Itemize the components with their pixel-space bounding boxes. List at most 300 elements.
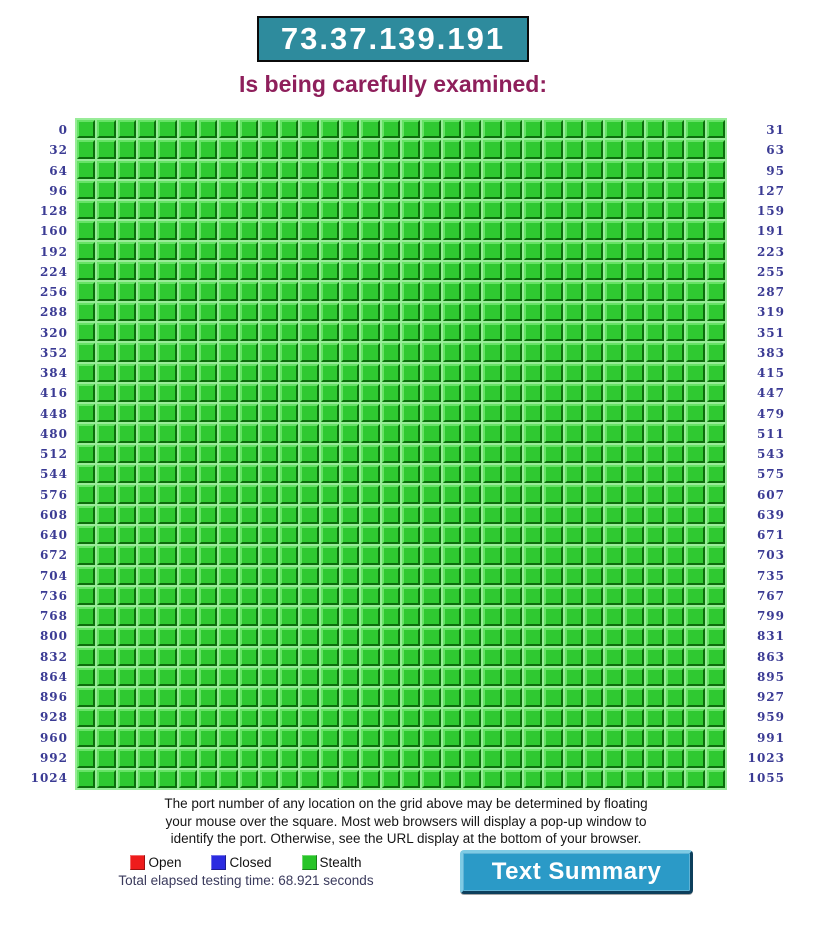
port-cell[interactable] bbox=[422, 749, 440, 767]
port-cell[interactable] bbox=[686, 567, 704, 585]
port-cell[interactable] bbox=[565, 404, 583, 422]
port-cell[interactable] bbox=[341, 709, 359, 727]
port-cell[interactable] bbox=[260, 343, 278, 361]
port-cell[interactable] bbox=[138, 323, 156, 341]
port-cell[interactable] bbox=[382, 526, 400, 544]
port-cell[interactable] bbox=[158, 161, 176, 179]
port-cell[interactable] bbox=[199, 343, 217, 361]
port-cell[interactable] bbox=[321, 729, 339, 747]
port-cell[interactable] bbox=[219, 506, 237, 524]
port-cell[interactable] bbox=[483, 181, 501, 199]
port-cell[interactable] bbox=[138, 465, 156, 483]
port-cell[interactable] bbox=[504, 506, 522, 524]
port-cell[interactable] bbox=[361, 506, 379, 524]
port-cell[interactable] bbox=[77, 424, 95, 442]
port-cell[interactable] bbox=[280, 668, 298, 686]
port-cell[interactable] bbox=[158, 221, 176, 239]
port-cell[interactable] bbox=[483, 546, 501, 564]
port-cell[interactable] bbox=[646, 242, 664, 260]
port-cell[interactable] bbox=[524, 323, 542, 341]
port-cell[interactable] bbox=[97, 323, 115, 341]
port-cell[interactable] bbox=[240, 181, 258, 199]
port-cell[interactable] bbox=[544, 567, 562, 585]
port-cell[interactable] bbox=[463, 221, 481, 239]
port-cell[interactable] bbox=[77, 729, 95, 747]
port-cell[interactable] bbox=[443, 221, 461, 239]
port-cell[interactable] bbox=[483, 303, 501, 321]
port-cell[interactable] bbox=[707, 465, 725, 483]
port-cell[interactable] bbox=[361, 688, 379, 706]
port-cell[interactable] bbox=[300, 384, 318, 402]
port-cell[interactable] bbox=[504, 181, 522, 199]
port-cell[interactable] bbox=[504, 567, 522, 585]
port-cell[interactable] bbox=[524, 709, 542, 727]
port-cell[interactable] bbox=[422, 587, 440, 605]
port-cell[interactable] bbox=[463, 323, 481, 341]
port-cell[interactable] bbox=[504, 770, 522, 788]
port-cell[interactable] bbox=[707, 181, 725, 199]
port-cell[interactable] bbox=[443, 201, 461, 219]
port-cell[interactable] bbox=[524, 140, 542, 158]
port-cell[interactable] bbox=[240, 140, 258, 158]
port-cell[interactable] bbox=[158, 282, 176, 300]
port-cell[interactable] bbox=[402, 546, 420, 564]
port-cell[interactable] bbox=[158, 770, 176, 788]
port-cell[interactable] bbox=[483, 648, 501, 666]
port-cell[interactable] bbox=[565, 364, 583, 382]
port-cell[interactable] bbox=[361, 465, 379, 483]
port-cell[interactable] bbox=[240, 729, 258, 747]
port-cell[interactable] bbox=[260, 628, 278, 646]
port-cell[interactable] bbox=[443, 546, 461, 564]
port-cell[interactable] bbox=[118, 567, 136, 585]
port-cell[interactable] bbox=[179, 567, 197, 585]
port-cell[interactable] bbox=[179, 364, 197, 382]
port-cell[interactable] bbox=[199, 688, 217, 706]
port-cell[interactable] bbox=[179, 628, 197, 646]
port-cell[interactable] bbox=[483, 201, 501, 219]
port-cell[interactable] bbox=[463, 729, 481, 747]
port-cell[interactable] bbox=[97, 485, 115, 503]
port-cell[interactable] bbox=[138, 546, 156, 564]
port-cell[interactable] bbox=[666, 546, 684, 564]
port-cell[interactable] bbox=[260, 465, 278, 483]
port-cell[interactable] bbox=[544, 384, 562, 402]
port-cell[interactable] bbox=[321, 506, 339, 524]
port-cell[interactable] bbox=[118, 445, 136, 463]
port-cell[interactable] bbox=[707, 628, 725, 646]
port-cell[interactable] bbox=[199, 749, 217, 767]
port-cell[interactable] bbox=[646, 628, 664, 646]
port-cell[interactable] bbox=[158, 201, 176, 219]
port-cell[interactable] bbox=[646, 181, 664, 199]
port-cell[interactable] bbox=[219, 303, 237, 321]
port-cell[interactable] bbox=[219, 465, 237, 483]
port-cell[interactable] bbox=[605, 587, 623, 605]
port-cell[interactable] bbox=[402, 567, 420, 585]
port-cell[interactable] bbox=[158, 384, 176, 402]
port-cell[interactable] bbox=[300, 364, 318, 382]
port-cell[interactable] bbox=[97, 546, 115, 564]
port-cell[interactable] bbox=[97, 729, 115, 747]
port-cell[interactable] bbox=[524, 587, 542, 605]
port-cell[interactable] bbox=[605, 404, 623, 422]
port-cell[interactable] bbox=[118, 749, 136, 767]
port-cell[interactable] bbox=[179, 201, 197, 219]
port-cell[interactable] bbox=[280, 424, 298, 442]
port-cell[interactable] bbox=[179, 668, 197, 686]
port-cell[interactable] bbox=[402, 465, 420, 483]
port-cell[interactable] bbox=[118, 282, 136, 300]
text-summary-button[interactable]: Text Summary bbox=[460, 850, 693, 894]
port-cell[interactable] bbox=[686, 628, 704, 646]
port-cell[interactable] bbox=[382, 506, 400, 524]
port-cell[interactable] bbox=[138, 709, 156, 727]
port-cell[interactable] bbox=[402, 526, 420, 544]
port-cell[interactable] bbox=[666, 364, 684, 382]
port-cell[interactable] bbox=[463, 242, 481, 260]
port-cell[interactable] bbox=[240, 587, 258, 605]
port-cell[interactable] bbox=[585, 303, 603, 321]
port-cell[interactable] bbox=[382, 282, 400, 300]
port-cell[interactable] bbox=[463, 161, 481, 179]
port-cell[interactable] bbox=[686, 770, 704, 788]
port-cell[interactable] bbox=[280, 262, 298, 280]
port-cell[interactable] bbox=[646, 546, 664, 564]
port-cell[interactable] bbox=[158, 668, 176, 686]
port-cell[interactable] bbox=[707, 506, 725, 524]
port-cell[interactable] bbox=[565, 465, 583, 483]
port-cell[interactable] bbox=[463, 749, 481, 767]
port-cell[interactable] bbox=[605, 770, 623, 788]
port-cell[interactable] bbox=[77, 770, 95, 788]
port-cell[interactable] bbox=[341, 749, 359, 767]
port-cell[interactable] bbox=[565, 323, 583, 341]
port-cell[interactable] bbox=[179, 445, 197, 463]
port-cell[interactable] bbox=[280, 120, 298, 138]
port-cell[interactable] bbox=[77, 709, 95, 727]
port-cell[interactable] bbox=[280, 546, 298, 564]
port-cell[interactable] bbox=[260, 770, 278, 788]
port-cell[interactable] bbox=[382, 262, 400, 280]
port-cell[interactable] bbox=[219, 384, 237, 402]
port-cell[interactable] bbox=[544, 546, 562, 564]
port-cell[interactable] bbox=[686, 303, 704, 321]
port-cell[interactable] bbox=[585, 526, 603, 544]
port-cell[interactable] bbox=[199, 242, 217, 260]
port-cell[interactable] bbox=[402, 506, 420, 524]
port-cell[interactable] bbox=[300, 526, 318, 544]
port-cell[interactable] bbox=[138, 587, 156, 605]
port-cell[interactable] bbox=[646, 384, 664, 402]
port-cell[interactable] bbox=[260, 303, 278, 321]
port-cell[interactable] bbox=[77, 181, 95, 199]
port-cell[interactable] bbox=[646, 526, 664, 544]
port-cell[interactable] bbox=[463, 140, 481, 158]
port-cell[interactable] bbox=[240, 607, 258, 625]
port-cell[interactable] bbox=[524, 282, 542, 300]
port-cell[interactable] bbox=[504, 201, 522, 219]
port-cell[interactable] bbox=[382, 465, 400, 483]
port-cell[interactable] bbox=[544, 343, 562, 361]
port-cell[interactable] bbox=[158, 364, 176, 382]
port-cell[interactable] bbox=[199, 303, 217, 321]
port-cell[interactable] bbox=[118, 546, 136, 564]
port-cell[interactable] bbox=[646, 709, 664, 727]
port-cell[interactable] bbox=[443, 770, 461, 788]
port-cell[interactable] bbox=[138, 221, 156, 239]
port-cell[interactable] bbox=[483, 688, 501, 706]
port-cell[interactable] bbox=[341, 668, 359, 686]
port-cell[interactable] bbox=[625, 587, 643, 605]
port-cell[interactable] bbox=[77, 688, 95, 706]
port-cell[interactable] bbox=[646, 770, 664, 788]
port-cell[interactable] bbox=[666, 161, 684, 179]
port-cell[interactable] bbox=[707, 343, 725, 361]
port-cell[interactable] bbox=[565, 120, 583, 138]
port-cell[interactable] bbox=[77, 506, 95, 524]
port-cell[interactable] bbox=[707, 526, 725, 544]
port-cell[interactable] bbox=[77, 546, 95, 564]
port-cell[interactable] bbox=[382, 303, 400, 321]
port-cell[interactable] bbox=[585, 587, 603, 605]
port-cell[interactable] bbox=[382, 729, 400, 747]
port-cell[interactable] bbox=[422, 668, 440, 686]
port-cell[interactable] bbox=[199, 465, 217, 483]
port-cell[interactable] bbox=[463, 485, 481, 503]
port-cell[interactable] bbox=[524, 770, 542, 788]
port-cell[interactable] bbox=[382, 567, 400, 585]
port-cell[interactable] bbox=[97, 749, 115, 767]
port-cell[interactable] bbox=[585, 140, 603, 158]
port-cell[interactable] bbox=[260, 262, 278, 280]
port-cell[interactable] bbox=[300, 567, 318, 585]
port-cell[interactable] bbox=[463, 709, 481, 727]
port-cell[interactable] bbox=[341, 364, 359, 382]
port-cell[interactable] bbox=[382, 242, 400, 260]
port-cell[interactable] bbox=[463, 424, 481, 442]
port-cell[interactable] bbox=[260, 120, 278, 138]
port-cell[interactable] bbox=[260, 729, 278, 747]
port-cell[interactable] bbox=[422, 688, 440, 706]
port-cell[interactable] bbox=[402, 770, 420, 788]
port-cell[interactable] bbox=[422, 161, 440, 179]
port-cell[interactable] bbox=[585, 648, 603, 666]
port-cell[interactable] bbox=[483, 628, 501, 646]
port-cell[interactable] bbox=[666, 404, 684, 422]
port-cell[interactable] bbox=[361, 587, 379, 605]
port-cell[interactable] bbox=[199, 506, 217, 524]
port-cell[interactable] bbox=[463, 262, 481, 280]
port-cell[interactable] bbox=[300, 485, 318, 503]
port-cell[interactable] bbox=[300, 709, 318, 727]
port-cell[interactable] bbox=[483, 343, 501, 361]
port-cell[interactable] bbox=[463, 628, 481, 646]
port-cell[interactable] bbox=[402, 404, 420, 422]
port-cell[interactable] bbox=[483, 262, 501, 280]
port-cell[interactable] bbox=[77, 445, 95, 463]
port-cell[interactable] bbox=[504, 688, 522, 706]
port-cell[interactable] bbox=[158, 506, 176, 524]
port-cell[interactable] bbox=[158, 628, 176, 646]
port-cell[interactable] bbox=[179, 120, 197, 138]
port-cell[interactable] bbox=[361, 282, 379, 300]
port-cell[interactable] bbox=[118, 201, 136, 219]
port-cell[interactable] bbox=[240, 343, 258, 361]
port-cell[interactable] bbox=[179, 648, 197, 666]
port-cell[interactable] bbox=[138, 628, 156, 646]
port-cell[interactable] bbox=[422, 729, 440, 747]
port-cell[interactable] bbox=[97, 567, 115, 585]
port-cell[interactable] bbox=[625, 140, 643, 158]
port-cell[interactable] bbox=[118, 364, 136, 382]
port-cell[interactable] bbox=[544, 485, 562, 503]
port-cell[interactable] bbox=[707, 323, 725, 341]
port-cell[interactable] bbox=[77, 262, 95, 280]
port-cell[interactable] bbox=[646, 465, 664, 483]
port-cell[interactable] bbox=[382, 546, 400, 564]
port-cell[interactable] bbox=[77, 567, 95, 585]
port-cell[interactable] bbox=[585, 323, 603, 341]
port-cell[interactable] bbox=[321, 587, 339, 605]
port-cell[interactable] bbox=[260, 201, 278, 219]
port-cell[interactable] bbox=[707, 587, 725, 605]
port-cell[interactable] bbox=[138, 424, 156, 442]
port-cell[interactable] bbox=[463, 688, 481, 706]
port-cell[interactable] bbox=[179, 607, 197, 625]
port-cell[interactable] bbox=[361, 567, 379, 585]
port-cell[interactable] bbox=[443, 140, 461, 158]
port-cell[interactable] bbox=[77, 628, 95, 646]
port-cell[interactable] bbox=[443, 343, 461, 361]
port-cell[interactable] bbox=[524, 749, 542, 767]
port-cell[interactable] bbox=[341, 140, 359, 158]
port-cell[interactable] bbox=[260, 607, 278, 625]
port-cell[interactable] bbox=[382, 424, 400, 442]
port-cell[interactable] bbox=[77, 749, 95, 767]
port-cell[interactable] bbox=[686, 364, 704, 382]
port-cell[interactable] bbox=[77, 140, 95, 158]
port-cell[interactable] bbox=[707, 546, 725, 564]
port-cell[interactable] bbox=[585, 688, 603, 706]
port-cell[interactable] bbox=[300, 140, 318, 158]
port-cell[interactable] bbox=[625, 262, 643, 280]
port-cell[interactable] bbox=[260, 323, 278, 341]
port-cell[interactable] bbox=[341, 201, 359, 219]
port-cell[interactable] bbox=[382, 201, 400, 219]
port-cell[interactable] bbox=[646, 506, 664, 524]
port-cell[interactable] bbox=[219, 546, 237, 564]
port-cell[interactable] bbox=[260, 242, 278, 260]
port-cell[interactable] bbox=[443, 526, 461, 544]
port-cell[interactable] bbox=[240, 648, 258, 666]
port-cell[interactable] bbox=[402, 242, 420, 260]
port-cell[interactable] bbox=[402, 364, 420, 382]
port-cell[interactable] bbox=[585, 120, 603, 138]
port-cell[interactable] bbox=[321, 303, 339, 321]
port-cell[interactable] bbox=[686, 465, 704, 483]
port-cell[interactable] bbox=[260, 485, 278, 503]
port-cell[interactable] bbox=[300, 343, 318, 361]
port-cell[interactable] bbox=[625, 729, 643, 747]
port-cell[interactable] bbox=[707, 384, 725, 402]
port-cell[interactable] bbox=[585, 384, 603, 402]
port-cell[interactable] bbox=[361, 303, 379, 321]
port-cell[interactable] bbox=[686, 546, 704, 564]
port-cell[interactable] bbox=[280, 221, 298, 239]
port-cell[interactable] bbox=[585, 445, 603, 463]
port-cell[interactable] bbox=[565, 221, 583, 239]
port-cell[interactable] bbox=[463, 668, 481, 686]
port-cell[interactable] bbox=[118, 506, 136, 524]
port-cell[interactable] bbox=[138, 343, 156, 361]
port-cell[interactable] bbox=[422, 485, 440, 503]
port-cell[interactable] bbox=[686, 201, 704, 219]
port-cell[interactable] bbox=[504, 242, 522, 260]
port-cell[interactable] bbox=[625, 628, 643, 646]
port-cell[interactable] bbox=[443, 323, 461, 341]
port-cell[interactable] bbox=[707, 221, 725, 239]
port-cell[interactable] bbox=[565, 587, 583, 605]
port-cell[interactable] bbox=[361, 343, 379, 361]
port-cell[interactable] bbox=[199, 140, 217, 158]
port-cell[interactable] bbox=[240, 526, 258, 544]
port-cell[interactable] bbox=[219, 648, 237, 666]
port-cell[interactable] bbox=[483, 729, 501, 747]
port-cell[interactable] bbox=[463, 282, 481, 300]
port-cell[interactable] bbox=[77, 668, 95, 686]
port-cell[interactable] bbox=[646, 567, 664, 585]
port-cell[interactable] bbox=[138, 770, 156, 788]
port-cell[interactable] bbox=[240, 323, 258, 341]
port-cell[interactable] bbox=[219, 567, 237, 585]
port-cell[interactable] bbox=[361, 181, 379, 199]
port-cell[interactable] bbox=[240, 404, 258, 422]
port-cell[interactable] bbox=[240, 161, 258, 179]
port-cell[interactable] bbox=[686, 404, 704, 422]
port-cell[interactable] bbox=[402, 607, 420, 625]
port-cell[interactable] bbox=[300, 546, 318, 564]
port-cell[interactable] bbox=[666, 445, 684, 463]
port-cell[interactable] bbox=[179, 770, 197, 788]
port-cell[interactable] bbox=[219, 364, 237, 382]
port-cell[interactable] bbox=[544, 424, 562, 442]
port-cell[interactable] bbox=[666, 282, 684, 300]
port-cell[interactable] bbox=[260, 648, 278, 666]
port-cell[interactable] bbox=[300, 445, 318, 463]
port-cell[interactable] bbox=[646, 282, 664, 300]
port-cell[interactable] bbox=[300, 404, 318, 422]
port-cell[interactable] bbox=[504, 526, 522, 544]
port-cell[interactable] bbox=[97, 364, 115, 382]
port-cell[interactable] bbox=[504, 485, 522, 503]
port-cell[interactable] bbox=[585, 506, 603, 524]
port-cell[interactable] bbox=[199, 282, 217, 300]
port-cell[interactable] bbox=[605, 526, 623, 544]
port-cell[interactable] bbox=[483, 445, 501, 463]
port-cell[interactable] bbox=[402, 140, 420, 158]
port-cell[interactable] bbox=[361, 749, 379, 767]
port-cell[interactable] bbox=[260, 546, 278, 564]
port-cell[interactable] bbox=[138, 567, 156, 585]
port-cell[interactable] bbox=[605, 343, 623, 361]
port-cell[interactable] bbox=[422, 648, 440, 666]
port-cell[interactable] bbox=[666, 384, 684, 402]
port-cell[interactable] bbox=[443, 242, 461, 260]
port-cell[interactable] bbox=[219, 201, 237, 219]
port-cell[interactable] bbox=[422, 364, 440, 382]
port-cell[interactable] bbox=[686, 282, 704, 300]
